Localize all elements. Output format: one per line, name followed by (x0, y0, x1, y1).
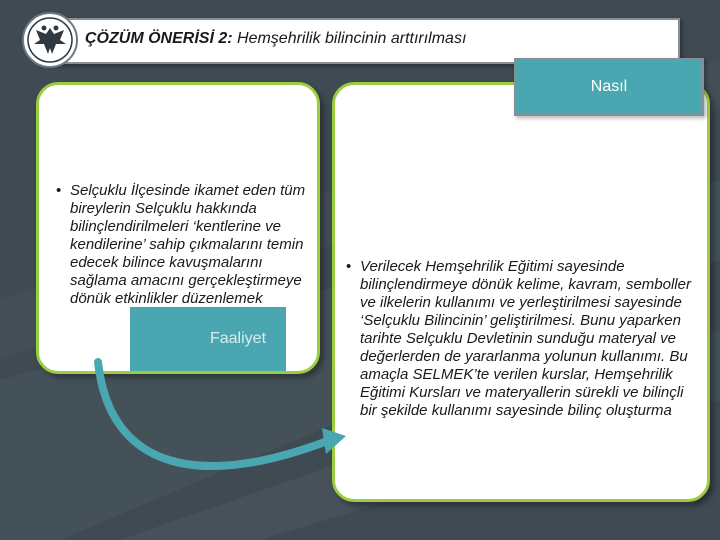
bullet-dot: • (346, 258, 352, 275)
double-headed-eagle-icon (24, 14, 76, 66)
right-bullet-list (346, 258, 691, 420)
faaliyet-box: Faaliyet (130, 307, 286, 371)
nasil-box: Nasıl (514, 58, 704, 116)
list-item (346, 258, 691, 420)
selcuklu-emblem-logo (22, 12, 78, 68)
bullet-dot: • (56, 182, 62, 199)
left-bullet-list (56, 182, 306, 308)
list-item (56, 182, 306, 308)
left-bullet-text: Selçuklu İlçesinde ikamet eden tüm bireylerin Selçuklu hakkında bilinçlendirilmeleri ‘kentlerine ve kendilerine’ sahip çıkmalarını temin edecek bilince kavuşmalarını sağlama amacını gerçekleştirmeye dönük etkinlikler düzenlemek (70, 182, 306, 307)
page-title: ÇÖZÜM ÖNERİSİ 2: Hemşehrilik bilincinin arttırılması (85, 30, 467, 47)
right-bullet-text: Verilecek Hemşehrilik Eğitimi sayesinde bilinçlendirmeye dönük kelime, kavram, semboller ve ilkelerin kullanımı ve yerleştirilmesi sayesinde ‘Selçuklu Bilincinin’ geliştirilmesi. Bunu yaparken tarihte Selçuklu Devletinin sunduğu materyal ve değerlerden de yararlanma yolunun kullanımı. Bu amaçla SELMEK’te verilen kurslar, Hemşehrilik Eğitimi Kursları ve materyallerin sürekli ve bilinçli bir şekilde kullanımı sayesinde bilinç oluşturma (360, 258, 691, 419)
